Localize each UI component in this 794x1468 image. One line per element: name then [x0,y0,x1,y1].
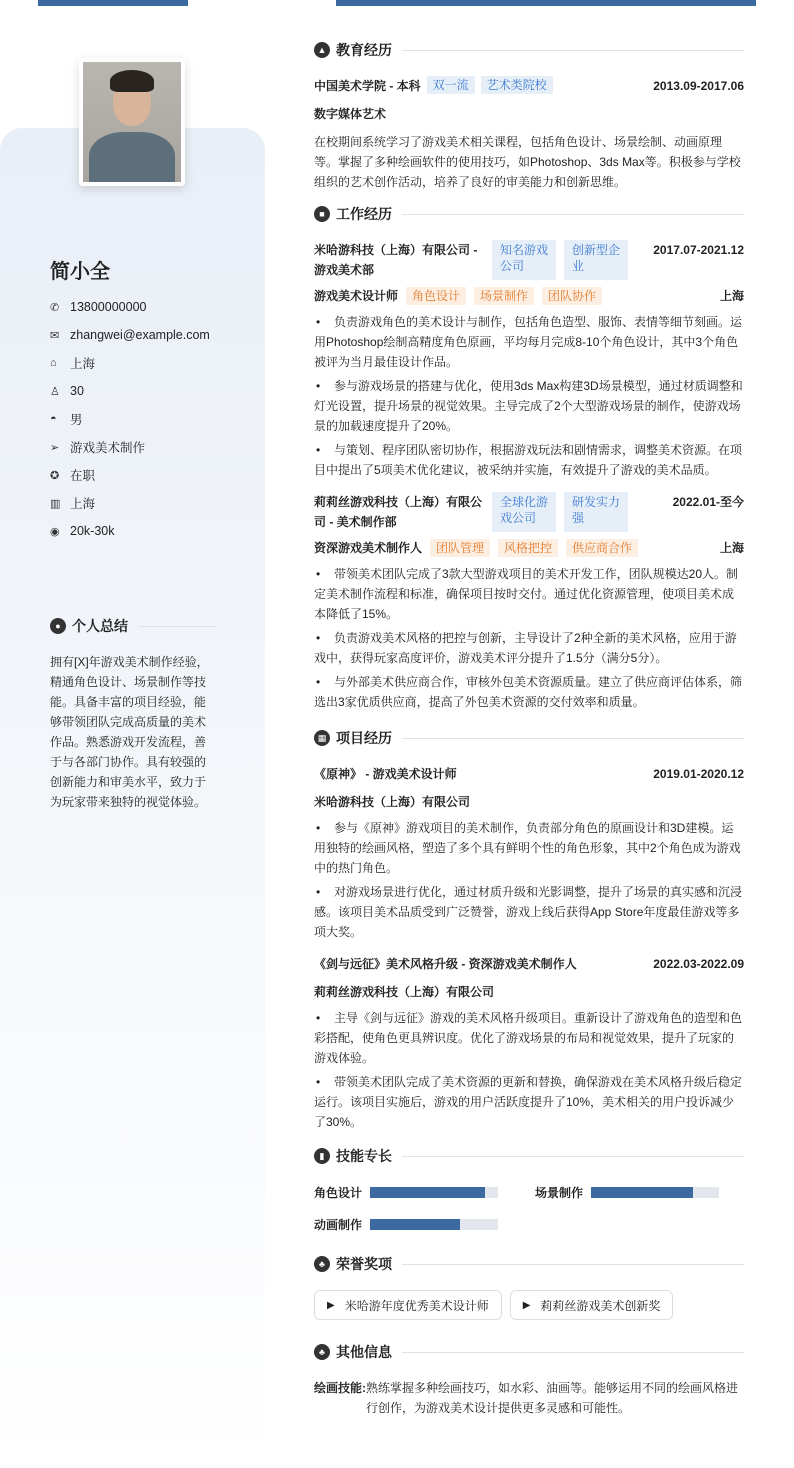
section-title: 工作经历 [336,206,392,222]
bullet: • 参与游戏场景的搭建与优化，使用3ds Max构建3D场景模型，通过材质调整和灯光设置，提升场景的视觉效果。主导完成了2个大型游戏场景的制作，使游戏场景的加载速度提升了20%。 [314,376,744,436]
work-header [314,492,744,532]
work-heading [314,204,744,224]
age: 30 [70,384,84,398]
top-accent-bar-left [38,0,188,6]
skill-name: 角色设计 [314,1185,363,1200]
salary: 20k-30k [70,524,115,538]
home-icon: ⌂ [50,357,57,369]
award-item [314,1290,502,1320]
skill-bar-fill [370,1187,485,1198]
phone: 13800000000 [70,300,147,314]
role-title: 游戏美术设计师 [314,289,399,303]
project-name: 《剑与远征》美术风格升级 - 资深游戏美术制作人 [314,957,577,971]
bullet: • 参与《原神》游戏项目的美术制作，负责部分角色的原画设计和3D建模。运用独特的绘画风格，塑造了多个具有鲜明个性的角色形象，其中2个角色成为游戏中的热门角色。 [314,818,744,878]
skill-name: 动画制作 [314,1217,363,1232]
tag: 创新型企业 [564,240,628,280]
bullet-list [314,818,744,942]
skill-item [314,1182,535,1202]
project-header [314,764,744,784]
role [314,538,638,558]
section-title: 项目经历 [336,730,392,746]
bullet: • 负责游戏角色的美术设计与制作，包括角色造型、服饰、表情等细节刻画。运用Photoshop绘制高精度角色原画，平均每月完成8-10个角色设计，其中3个角色被评为当月最佳设计作品。 [314,312,744,372]
project-name: 《原神》 - 游戏美术设计师 [314,767,457,781]
work-header [314,240,744,280]
bullet: • 与策划、程序团队密切协作，根据游戏玩法和剧情需求，调整美术资源。在项目中提出了5项美术优化建议，被采纳并实施，有效提升了游戏的美术品质。 [314,440,744,480]
skill-tag: 团队协作 [542,287,602,305]
date: 2017.07-2021.12 [653,243,744,257]
briefcase-icon: ■ [314,206,330,222]
email: zhangwei@example.com [70,328,210,342]
main-content [314,40,744,1418]
mail-icon: ✉ [50,329,60,342]
projects-heading [314,728,744,748]
phone-icon: ✆ [50,301,60,314]
avatar-photo [79,58,185,186]
award-item [510,1290,674,1320]
skill-tag: 供应商合作 [566,539,638,557]
bullet-list [314,1008,744,1132]
bullet: • 负责游戏美术风格的把控与创新，主导设计了2种全新的美术风格，应用于游戏中，获得玩家高度评价，游戏美术评分提升了1.5分（满分5分）。 [314,628,744,668]
project-item [314,954,744,1132]
job-status: 在职 [70,469,96,483]
user-icon: ● [50,618,66,634]
skill-item [535,1182,744,1202]
skill-bar-fill [591,1187,693,1198]
award-label: 莉莉丝游戏美术创新奖 [540,1298,661,1313]
section-title: 荣誉奖项 [336,1256,392,1272]
city: 上海 [719,541,744,555]
gender-icon: ◓ [50,413,57,425]
info-icon: ♣ [314,1344,330,1360]
awards-heading [314,1254,744,1274]
bullet: • 主导《剑与远征》游戏的美术风格升级项目。重新设计了游戏角色的造型和色彩搭配，使角色更具辨识度。优化了游戏场景的布局和视觉效果，提升了玩家的游戏体验。 [314,1008,744,1068]
skill-bar [370,1187,498,1198]
bullet: • 与外部美术供应商合作，审核外包美术资源质量。建立了供应商评估体系，筛选出3家优质供应商，提高了外包美术资源的交付效率和质量。 [314,672,744,712]
role [314,286,602,306]
tag: 双一流 [427,76,475,94]
work-item [314,492,744,712]
send-icon: ➢ [50,441,60,454]
section-title: 其他信息 [336,1344,392,1360]
skill-item [314,1214,535,1234]
company: 莉莉丝游戏科技（上海）有限公司 [314,985,495,999]
chart-icon: ▮ [314,1148,330,1164]
tags [492,492,632,532]
summary-text: 拥有[X]年游戏美术制作经验，精通角色设计、场景制作等技能。具备丰富的项目经验，能够带领团队完成高质量的美术作品。熟悉游戏开发流程，善于与各部门协作。具有较强的创新能力和审美水平，致力于为玩家带来独特的视觉体验。 [50,655,209,809]
tags [492,240,632,280]
section-title: 技能专长 [336,1148,392,1164]
education-heading [314,40,744,60]
role-row [314,286,744,306]
other-heading [314,1342,744,1362]
other-label: 绘画技能: [314,1381,366,1395]
tag: 知名游戏公司 [492,240,556,280]
skill-tag: 风格把控 [498,539,558,557]
cake-icon: ♙ [50,385,60,398]
education-desc: 在校期间系统学习了游戏美术相关课程，包括角色设计、场景绘制、动画原理等。掌握了多种绘画软件的使用技巧，如Photoshop、3ds Max等。积极参与学校组织的艺术创作活动，培养了良好的审美能力和创新思维。 [314,135,741,189]
tag: 艺术类院校 [481,76,553,94]
skill-tag: 团队管理 [430,539,490,557]
skill-bar-fill [370,1219,460,1230]
company: 米哈游科技（上海）有限公司 - 游戏美术部 [314,243,478,277]
skills-heading [314,1146,744,1166]
skill-tag: 场景制作 [474,287,534,305]
date: 2019.01-2020.12 [653,767,744,781]
status-icon: ✪ [50,469,60,482]
bullet-list [314,312,744,480]
company: 莉莉丝游戏科技（上海）有限公司 - 美术制作部 [314,495,483,529]
grid-icon: ▦ [314,730,330,746]
work-item [314,240,744,480]
bullet: • 带领美术团队完成了3款大型游戏项目的美术开发工作，团队规模达20人。制定美术制作流程和标准，确保项目按时交付。通过优化资源管理，使项目美术成本降低了15%。 [314,564,744,624]
date: 2022.03-2022.09 [653,957,744,971]
major: 数字媒体艺术 [314,107,387,121]
job-intent: 游戏美术制作 [70,441,146,455]
target-city: 上海 [70,497,96,511]
award-icon: ♣ [314,1256,330,1272]
gender: 男 [70,413,83,427]
school: 中国美术学院 - 本科 [314,79,421,93]
bullet: • 对游戏场景进行优化，通过材质升级和光影调整，提升了场景的真实感和沉浸感。该项目美术品质受到广泛赞誉，游戏上线后获得App Store年度最佳游戏等多项大奖。 [314,882,744,942]
role-row [314,538,744,558]
project-header [314,954,744,974]
candidate-name: 简小全 [50,261,110,283]
contact-info [50,293,210,545]
skill-tag: 角色设计 [406,287,466,305]
section-title: 教育经历 [336,42,392,58]
skill-name: 场景制作 [535,1185,584,1200]
award-label: 米哈游年度优秀美术设计师 [344,1298,489,1313]
date: 2022.01-至今 [672,495,744,509]
other-text: 熟练掌握多种绘画技巧，如水彩、油画等。能够运用不同的绘画风格进行创作，为游戏美术设计提供更多灵感和可能性。 [366,1381,739,1415]
role-title: 资深游戏美术制作人 [314,541,423,555]
top-accent-bar-right [336,0,756,6]
skill-bar [370,1219,498,1230]
company: 米哈游科技（上海）有限公司 [314,795,471,809]
play-icon: ▶ [327,1299,335,1311]
bullet-list [314,564,744,712]
project-item [314,764,744,942]
summary-title: 个人总结 [72,618,128,634]
city: 上海 [719,289,744,303]
tag: 全球化游戏公司 [492,492,556,532]
play-icon: ▶ [522,1299,531,1311]
bullet: • 带领美术团队完成了美术资源的更新和替换，确保游戏在美术风格升级后稳定运行。该项目实施后，游戏的用户活跃度提升了10%，美术相关的用户投诉减少了30%。 [314,1072,744,1132]
tag: 研发实力强 [564,492,628,532]
summary-heading [50,616,216,636]
coin-icon: ◉ [50,525,60,538]
date: 2013.09-2017.06 [653,79,744,93]
skill-bar [591,1187,719,1198]
location: 上海 [70,357,96,371]
graduation-cap-icon: ▲ [314,42,330,58]
building-icon: ▥ [50,497,61,510]
